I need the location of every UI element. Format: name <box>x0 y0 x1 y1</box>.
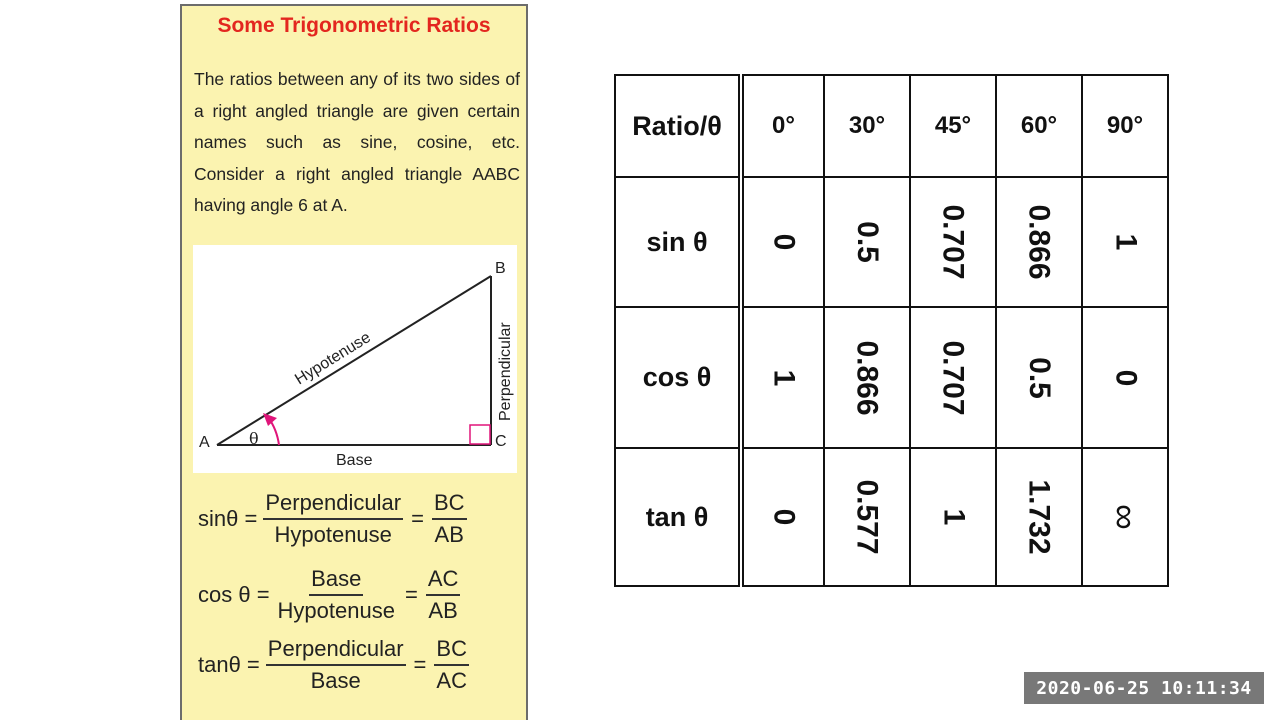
trig-table <box>614 74 1169 587</box>
column-header: 90° <box>1082 75 1168 177</box>
table-cell <box>1082 307 1168 448</box>
table-cell <box>824 177 910 307</box>
formula-equals: = <box>413 652 427 677</box>
formula-numerator: AC <box>426 566 461 596</box>
table-cell <box>824 448 910 586</box>
cell-value: 0.577 <box>850 479 884 555</box>
table-cell <box>824 307 910 448</box>
table-cell <box>741 448 824 586</box>
trig-values-table <box>614 74 1169 587</box>
cell-value: 0.866 <box>850 339 884 416</box>
formula-lhs: cos θ = <box>198 582 270 607</box>
angle-theta-label: θ <box>249 429 259 448</box>
cell-value: 0.866 <box>1022 204 1056 280</box>
formula-equals: = <box>404 582 418 607</box>
column-header: 0° <box>741 75 824 177</box>
angle-arrow-icon <box>263 413 277 426</box>
cell-value: 0.5 <box>1023 356 1056 399</box>
formula-fraction <box>432 490 467 548</box>
table-row <box>615 177 1168 307</box>
sin-formula <box>198 490 473 548</box>
table-cell <box>910 448 996 586</box>
cell-value: 1 <box>767 369 801 386</box>
formula-denominator: Hypotenuse <box>277 598 395 623</box>
table-cell <box>741 307 824 448</box>
cell-value: 1 <box>937 508 970 526</box>
formula-fraction <box>434 636 469 694</box>
formula-denominator: AB <box>434 522 464 547</box>
cell-value: 0 <box>1109 369 1142 386</box>
vertex-b-label: B <box>495 260 506 277</box>
formula-denominator: AB <box>428 598 458 623</box>
triangle-diagram <box>193 245 517 473</box>
cell-value: 0 <box>767 508 801 526</box>
formula-numerator: Perpendicular <box>266 636 406 666</box>
cell-value: 0.5 <box>851 221 884 263</box>
formula-denominator: AC <box>436 668 467 693</box>
column-header: 30° <box>824 75 910 177</box>
right-angle-marker <box>470 425 490 444</box>
formula-fraction <box>263 490 403 548</box>
table-cell <box>1082 448 1168 586</box>
formula-numerator: Base <box>309 566 363 596</box>
formula-numerator: BC <box>434 636 469 666</box>
table-cell <box>910 177 996 307</box>
formula-fraction <box>276 566 397 624</box>
infinity-value: ∞ <box>1104 504 1146 530</box>
cos-formula <box>198 566 466 624</box>
panel-description: The ratios between any of its two sides of a right angled triangle are given certain names such as sine, cosine, etc. Consider a right angled triangle AABC having angle 6 at A. <box>194 69 520 215</box>
vertex-c-label: C <box>495 433 507 450</box>
formula-equals: = <box>411 506 424 531</box>
formula-numerator: BC <box>432 490 467 520</box>
table-row <box>615 307 1168 448</box>
table-cell <box>1082 177 1168 307</box>
table-cell <box>741 177 824 307</box>
cell-value: 0.707 <box>936 339 970 416</box>
table-cell <box>910 307 996 448</box>
formula-lhs: tanθ = <box>198 652 260 677</box>
vertex-a-label: A <box>199 434 210 451</box>
table-corner-header: Ratio/θ <box>615 75 741 177</box>
hypotenuse-line <box>217 276 491 445</box>
formula-numerator: Perpendicular <box>263 490 403 520</box>
perpendicular-label: Perpendicular <box>497 322 514 421</box>
table-cell <box>996 448 1082 586</box>
formula-lhs: sinθ = <box>198 506 258 531</box>
trig-info-panel <box>180 4 528 720</box>
cell-value: 0.707 <box>936 204 970 280</box>
hypotenuse-label: Hypotenuse <box>292 329 374 389</box>
table-row <box>615 448 1168 586</box>
cell-value: 1.732 <box>1022 479 1056 555</box>
table-cell <box>996 177 1082 307</box>
table-cell <box>996 307 1082 448</box>
panel-title: Some Trigonometric Ratios <box>217 14 491 37</box>
formula-denominator: Base <box>310 668 361 693</box>
base-label: Base <box>336 452 373 469</box>
row-header-sin: sin θ <box>615 177 741 307</box>
table-header-row <box>615 75 1168 177</box>
video-timestamp: 2020-06-25 10:11:34 <box>1024 672 1264 704</box>
cell-value: 1 <box>1109 233 1142 251</box>
column-header: 60° <box>996 75 1082 177</box>
cell-value: 0 <box>767 233 801 251</box>
formula-fraction <box>266 636 406 694</box>
row-header-tan: tan θ <box>615 448 741 586</box>
tan-formula <box>198 636 475 694</box>
triangle-svg <box>193 245 517 473</box>
column-header: 45° <box>910 75 996 177</box>
row-header-cos: cos θ <box>615 307 741 448</box>
formula-fraction <box>426 566 461 624</box>
formula-denominator: Hypotenuse <box>274 522 392 547</box>
